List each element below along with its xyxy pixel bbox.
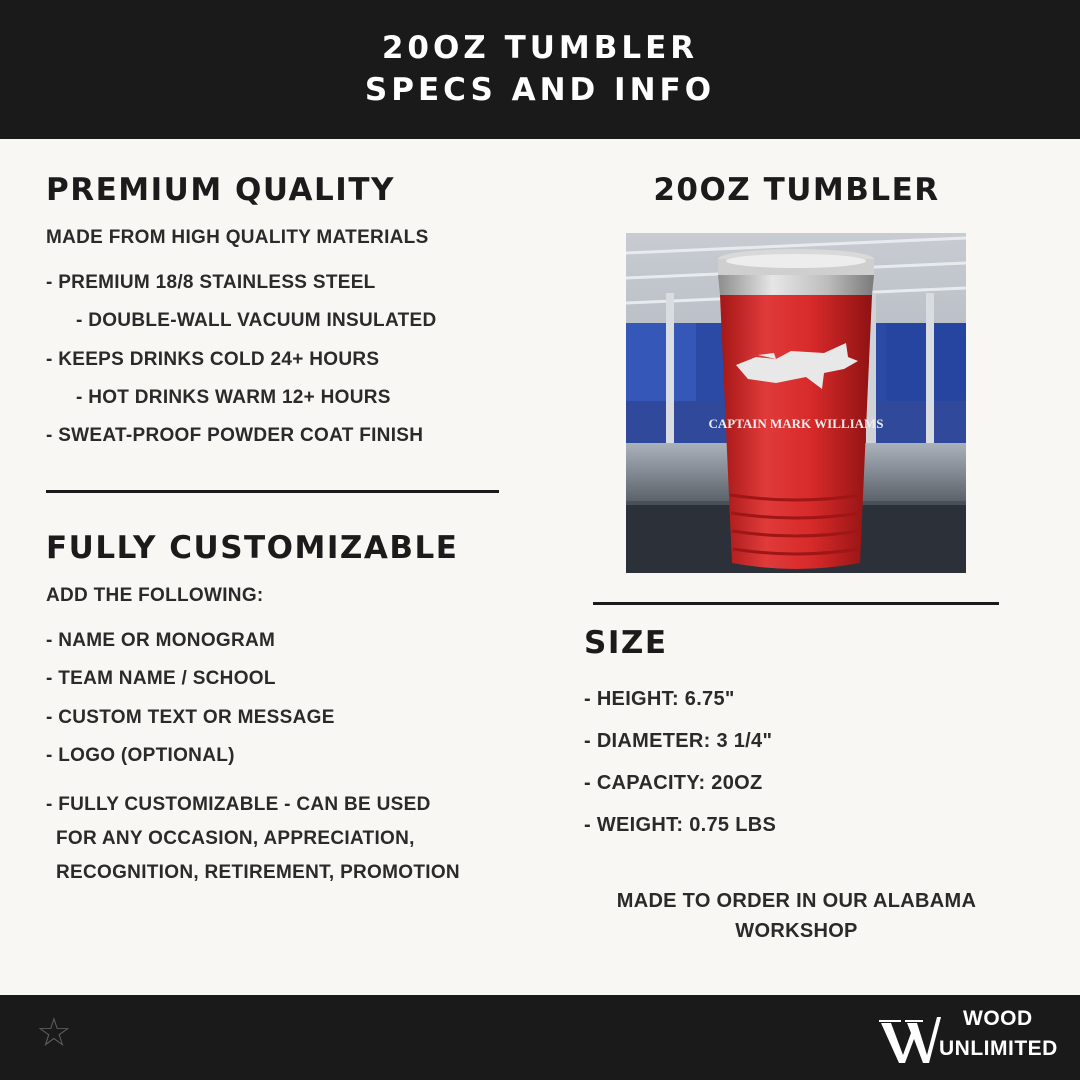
custom-item: - NAME OR MONOGRAM [46,630,276,651]
custom-item: - LOGO (OPTIONAL) [46,745,235,766]
quality-item: - PREMIUM 18/8 STAINLESS STEEL [46,272,376,293]
quality-item: - DOUBLE-WALL VACUUM INSULATED [76,310,437,331]
made-to-order-line-2: WORKSHOP [735,920,858,942]
brand-name-top: WOOD [963,1007,1033,1030]
made-to-order-line-1: MADE TO ORDER IN OUR ALABAMA [616,890,977,912]
custom-note-line: FOR ANY OCCASION, APPRECIATION, [56,828,415,849]
size-item: - CAPACITY: 20OZ [584,772,763,794]
custom-note-line: RECOGNITION, RETIREMENT, PROMOTION [56,862,460,883]
premium-quality-heading: PREMIUM QUALITY [46,172,395,208]
header-title-line-2: SPECS AND INFO [364,72,716,108]
section-divider [46,490,499,493]
header-title-line-1: 20OZ TUMBLER [381,30,699,66]
engraving-text: CAPTAIN MARK WILLIAMS [708,416,884,431]
brand-name-bottom: UNLIMITED [939,1037,1058,1060]
product-photo [626,233,966,573]
product-heading: 20OZ TUMBLER [653,172,940,208]
size-item: - WEIGHT: 0.75 LBS [584,814,777,836]
custom-note-line: - FULLY CUSTOMIZABLE - CAN BE USED [46,794,431,815]
page-footer [0,995,1080,1080]
customizable-heading: FULLY CUSTOMIZABLE [46,530,459,566]
premium-quality-subtitle: MADE FROM HIGH QUALITY MATERIALS [46,227,429,248]
quality-item: - HOT DRINKS WARM 12+ HOURS [76,387,391,408]
size-item: - DIAMETER: 3 1/4" [584,730,773,752]
page-header [0,0,1080,139]
section-divider [593,602,999,605]
quality-item: - SWEAT-PROOF POWDER COAT FINISH [46,425,424,446]
size-heading: SIZE [584,625,668,661]
customizable-subtitle: ADD THE FOLLOWING: [46,585,264,606]
w-monogram-icon [879,1009,941,1067]
star-outline-icon: ☆ [36,1010,72,1056]
size-item: - HEIGHT: 6.75" [584,688,735,710]
custom-item: - TEAM NAME / SCHOOL [46,668,276,689]
custom-item: - CUSTOM TEXT OR MESSAGE [46,707,335,728]
quality-item: - KEEPS DRINKS COLD 24+ HOURS [46,349,380,370]
brand-logo [875,1005,1058,1067]
